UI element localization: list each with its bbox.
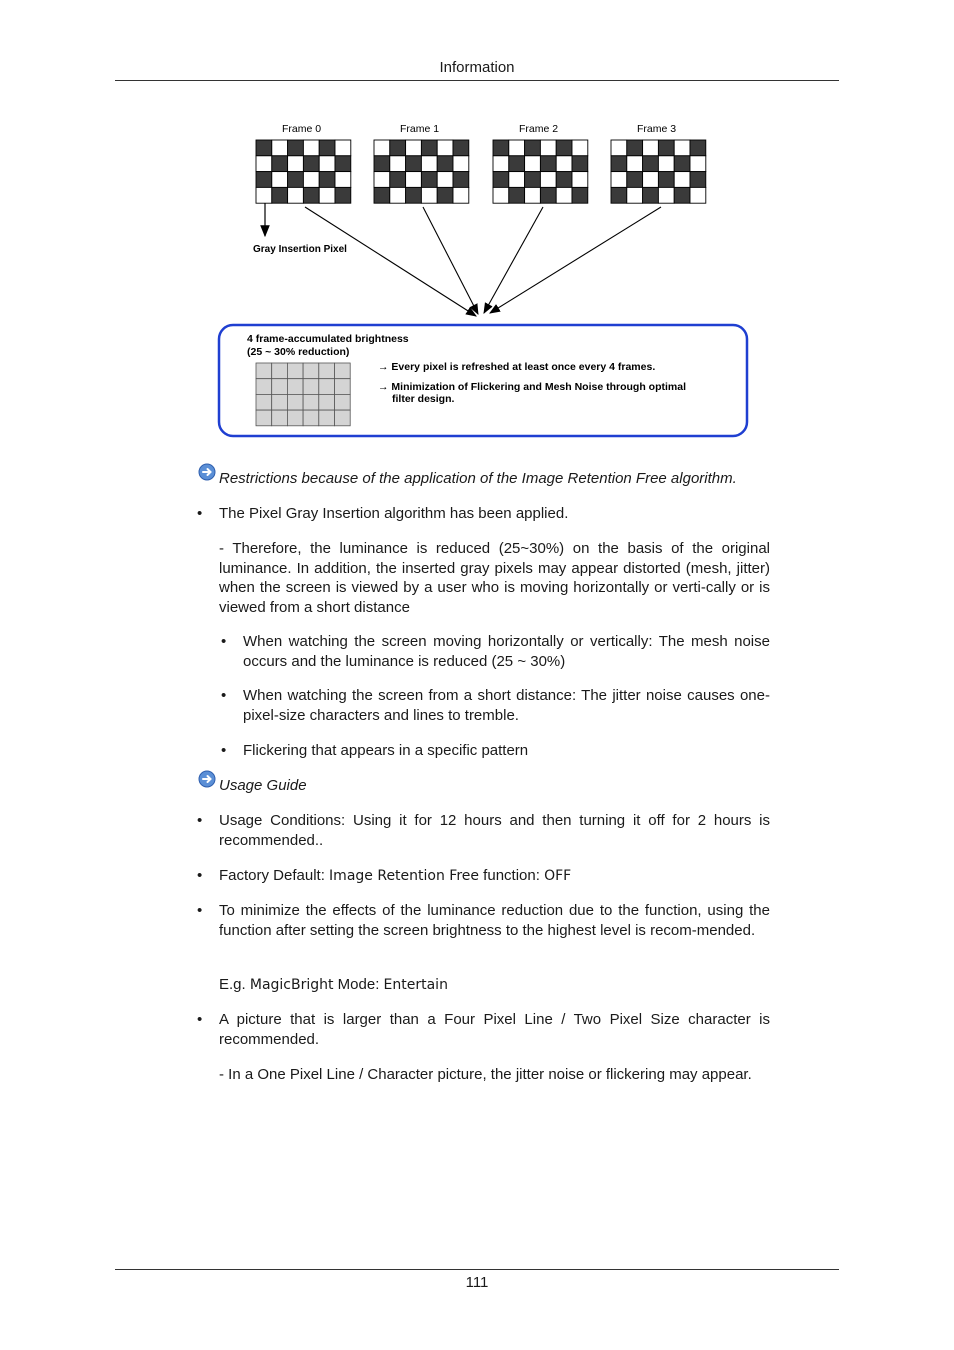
gray-insertion-cell (627, 172, 643, 188)
frame-0-label: Frame 0 (282, 123, 322, 135)
frame-3-label: Frame 3 (637, 123, 677, 135)
gray-insertion-cell (406, 156, 422, 172)
pixel-cell (627, 187, 643, 203)
pixel-cell (525, 187, 541, 203)
off-keyword: OFF (544, 868, 572, 884)
pixel-cell (303, 172, 319, 188)
box-title-2: (25 ~ 30% reduction) (247, 346, 350, 358)
pixel-cell (335, 140, 351, 156)
accumulated-cell (319, 379, 335, 395)
gray-insertion-cell (288, 172, 304, 188)
bullet-picture-size: A picture that is larger than a Four Pixel Line / Two Pixel Size character is recommended. (219, 1011, 770, 1048)
bullet-mark: • (221, 687, 227, 704)
pixel-cell (319, 156, 335, 172)
accumulated-cell (335, 363, 351, 379)
page-header: Information (439, 59, 515, 76)
gray-insertion-cell (390, 140, 406, 156)
bullet-mark: • (221, 742, 227, 759)
box-point-1: → Every pixel is refreshed at least once every 4 frames. (378, 361, 656, 373)
gray-insertion-cell (256, 140, 272, 156)
bullet-mark: • (197, 867, 203, 884)
gray-insertion-cell (540, 156, 556, 172)
accumulated-cell (272, 363, 288, 379)
frame3-arrow (490, 207, 661, 313)
pixel-cell (272, 140, 288, 156)
gray-insertion-cell (556, 172, 572, 188)
pixel-cell (272, 172, 288, 188)
accumulated-cell (319, 363, 335, 379)
gray-insertion-cell (421, 172, 437, 188)
pixel-cell (453, 156, 469, 172)
pixel-cell (572, 172, 588, 188)
accumulated-gray-grid (256, 363, 350, 426)
accumulated-cell (335, 379, 351, 395)
function-label: function: (479, 867, 545, 884)
accumulated-cell (256, 379, 272, 395)
gray-insertion-cell (288, 140, 304, 156)
accumulated-cell (287, 379, 303, 395)
pixel-cell (627, 156, 643, 172)
footer-rule (115, 1269, 839, 1270)
pixel-cell (690, 156, 706, 172)
accumulated-cell (335, 410, 351, 426)
gray-insertion-cell (335, 187, 351, 203)
pixel-cell (658, 156, 674, 172)
pixel-cell (643, 140, 659, 156)
gray-insertion-cell (390, 172, 406, 188)
sub-bullet-mesh-noise: When watching the screen moving horizontally or vertically: The mesh noise occurs and the luminance is reduced (25 ~ 30%) (243, 633, 770, 670)
pixel-cell (437, 172, 453, 188)
gray-insertion-cell (509, 156, 525, 172)
sub-bullet-jitter-noise: When watching the screen from a short distance: The jitter noise causes one-pixel-size characters and lines to tremble. (243, 687, 770, 724)
gray-insertion-cell (319, 140, 335, 156)
pixel-cell (390, 187, 406, 203)
accumulated-cell (303, 410, 319, 426)
pixel-cell (390, 156, 406, 172)
accumulated-cell (272, 410, 288, 426)
accumulated-cell (303, 394, 319, 410)
gray-insertion-cell (658, 172, 674, 188)
gray-insertion-cell (556, 140, 572, 156)
gray-insertion-cell (611, 187, 627, 203)
pixel-cell (406, 172, 422, 188)
bullet-factory-default (219, 866, 770, 887)
gray-insertion-cell (319, 172, 335, 188)
pixel-cell (525, 156, 541, 172)
accumulated-cell (287, 363, 303, 379)
gray-insertion-cell (374, 187, 390, 203)
gray-insertion-cell (493, 140, 509, 156)
gray-insertion-cell (437, 187, 453, 203)
pixel-cell (540, 140, 556, 156)
bullet-usage-conditions: Usage Conditions: Using it for 12 hours and then turning it off for 2 hours is recommended.. (219, 812, 770, 849)
gray-insertion-cell (572, 156, 588, 172)
bullet-mark: • (197, 902, 203, 919)
bullet-mark: • (221, 633, 227, 650)
bullet-mark: • (197, 812, 203, 829)
image-retention-free-keyword: Image Retention Free (329, 868, 480, 884)
frame-1-grid (374, 123, 469, 203)
gray-insertion-cell (374, 156, 390, 172)
gray-insertion-cell (572, 187, 588, 203)
note-arrow-icon (198, 770, 216, 788)
gray-insertion-cell (453, 140, 469, 156)
gray-insertion-cell (493, 172, 509, 188)
pixel-cell (288, 156, 304, 172)
accumulated-cell (256, 394, 272, 410)
accumulated-cell (303, 379, 319, 395)
gray-insertion-cell (406, 187, 422, 203)
box-title-1: 4 frame-accumulated brightness (247, 333, 409, 345)
gray-insertion-cell (611, 156, 627, 172)
gray-insertion-cell (525, 140, 541, 156)
bullet-minimize-effects: To minimize the effects of the luminance reduction due to the function, using the function after setting the screen brightness to the highest level is recom-mended. (219, 902, 770, 939)
accumulated-cell (256, 363, 272, 379)
example-prefix: E.g. (219, 976, 250, 993)
pixel-cell (556, 156, 572, 172)
pixel-cell (509, 172, 525, 188)
pixel-cell (256, 156, 272, 172)
accumulated-cell (319, 410, 335, 426)
gray-pixel-label: Gray Insertion Pixel (253, 244, 347, 255)
box-point-2a: → Minimization of Flickering and Mesh Noise through optimal (378, 381, 687, 393)
frame-2-grid (493, 123, 588, 203)
gray-insertion-cell (437, 156, 453, 172)
mode-label: Mode: (333, 976, 384, 993)
gray-insertion-cell (674, 187, 690, 203)
pixel-cell (421, 156, 437, 172)
one-pixel-paragraph: - In a One Pixel Line / Character picture, the jitter noise or flickering may appear. (219, 1066, 752, 1083)
gray-insertion-cell (421, 140, 437, 156)
accumulated-cell (256, 410, 272, 426)
accumulated-cell (287, 410, 303, 426)
gray-insertion-cell (643, 187, 659, 203)
pixel-cell (335, 172, 351, 188)
pixel-cell (674, 140, 690, 156)
sub-bullet-flickering: Flickering that appears in a specific pattern (243, 742, 529, 759)
frame-3-grid (611, 123, 706, 203)
gray-insertion-cell (525, 172, 541, 188)
pixel-cell (509, 140, 525, 156)
accumulated-cell (272, 379, 288, 395)
pixel-cell (437, 140, 453, 156)
pixel-cell (453, 187, 469, 203)
magicbright-keyword: MagicBright (249, 977, 334, 993)
pixel-cell (540, 172, 556, 188)
pixel-cell (658, 187, 674, 203)
pixel-cell (421, 187, 437, 203)
bullet-gray-insertion: The Pixel Gray Insertion algorithm has been applied. (219, 505, 569, 522)
pixel-cell (256, 187, 272, 203)
gray-insertion-cell (335, 156, 351, 172)
gray-insertion-cell (256, 172, 272, 188)
pixel-cell (493, 187, 509, 203)
pixel-gray-insertion-diagram (0, 0, 954, 460)
gray-insertion-cell (674, 156, 690, 172)
frame0-arrow (305, 207, 476, 316)
frame-0-grid (256, 123, 351, 203)
gray-insertion-cell (540, 187, 556, 203)
gray-insertion-cell (453, 172, 469, 188)
pixel-cell (611, 140, 627, 156)
pixel-cell (303, 140, 319, 156)
frame2-arrow (484, 207, 543, 313)
accumulated-cell (319, 394, 335, 410)
page-number: 111 (465, 1274, 489, 1291)
gray-insertion-cell (627, 140, 643, 156)
pixel-cell (374, 140, 390, 156)
usage-guide-heading: Usage Guide (219, 777, 307, 794)
pixel-cell (674, 172, 690, 188)
pixel-cell (406, 140, 422, 156)
pixel-cell (643, 172, 659, 188)
frame1-arrow (423, 207, 478, 314)
gray-insertion-cell (643, 156, 659, 172)
pixel-cell (611, 172, 627, 188)
accumulated-cell (303, 363, 319, 379)
pixel-cell (493, 156, 509, 172)
pixel-cell (374, 172, 390, 188)
pixel-cell (319, 187, 335, 203)
pixel-cell (690, 187, 706, 203)
gray-insertion-cell (690, 140, 706, 156)
gray-insertion-cell (272, 187, 288, 203)
frame-1-label: Frame 1 (400, 123, 440, 135)
gray-insertion-cell (272, 156, 288, 172)
restrictions-heading: Restrictions because of the application of the Image Retention Free algorithm. (219, 470, 737, 487)
gray-insertion-cell (303, 187, 319, 203)
box-point-2b: filter design. (392, 393, 455, 405)
frame-2-label: Frame 2 (519, 123, 559, 135)
accumulated-cell (287, 394, 303, 410)
pixel-cell (288, 187, 304, 203)
accumulated-cell (272, 394, 288, 410)
pixel-cell (556, 187, 572, 203)
factory-default-label: Factory Default: (219, 867, 330, 884)
note-arrow-icon (198, 463, 216, 481)
entertain-keyword: Entertain (383, 977, 448, 993)
gray-insertion-cell (303, 156, 319, 172)
gray-insertion-cell (658, 140, 674, 156)
luminance-paragraph: - Therefore, the luminance is reduced (25~30%) on the basis of the original luminance. In addition, the inserted gray pixels may appear distorted (mesh, jitter) when the screen is viewed by a user who is moving horizontally or verti-cally or is viewed from a short distance (219, 540, 770, 616)
bullet-mark: • (197, 505, 203, 522)
accumulated-cell (335, 394, 351, 410)
pixel-cell (572, 140, 588, 156)
gray-insertion-cell (509, 187, 525, 203)
bullet-mark: • (197, 1011, 203, 1028)
example-line (219, 975, 770, 996)
gray-insertion-cell (690, 172, 706, 188)
